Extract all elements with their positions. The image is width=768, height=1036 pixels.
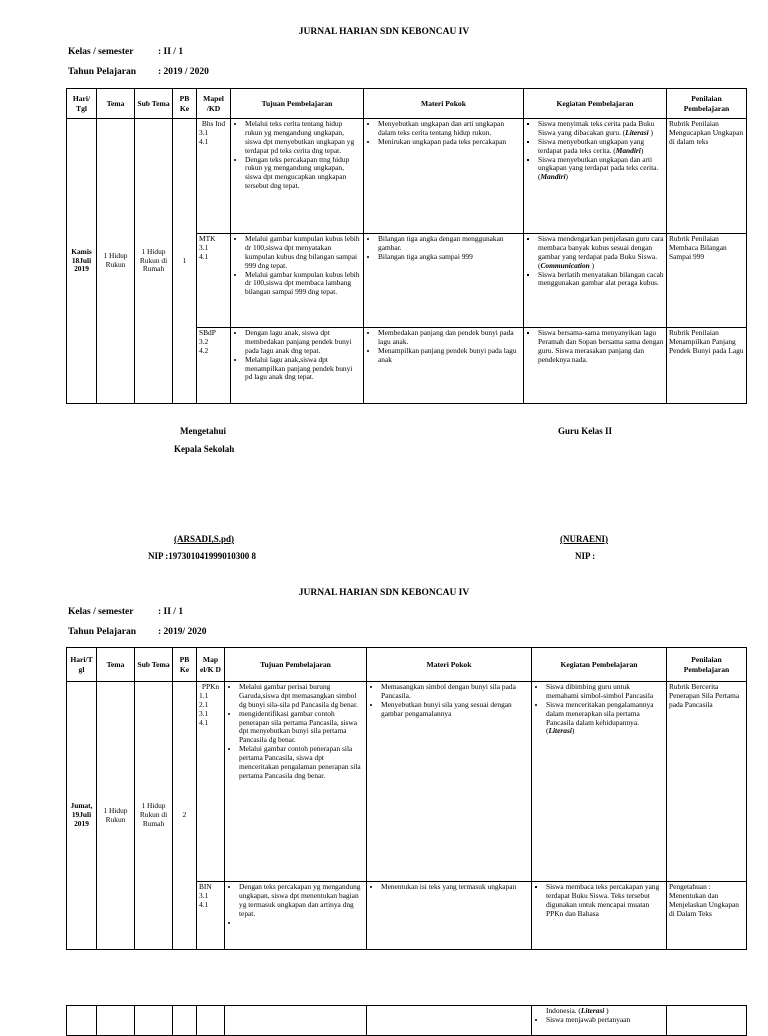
tujuan-cell: • Melalui gambar kumpulan kubus lebih dr 100,siswa dpt menyatakan kumpulan kubus dng bilangan sampai 999 dng tepat. • Melalui gambar kumpulan kubus lebih dr 100,siswa dpt membaca lambang bilangan sampai 999 dng tepat. [231,234,364,328]
mengetahui-label: Mengetahui [180,426,226,436]
tema-cell: 1 Hidup Rukun [97,682,135,950]
kegiatan-cell: ▪ Siswa membaca teks percakapan yang terdapat Buku Siswa. Teks tersebut digunakan untuk mencapai muatan PPKn dan Bahasa [532,882,667,950]
mapel-cell: MTK 3.1 4.1 [197,234,231,328]
penilaian-cell: Rubrik Penilaian Mengucapkan Ungkapan di dalam teks [667,119,747,234]
table-row [67,682,747,882]
header-tema: Tema [97,89,135,119]
kegiatan-cell: • Siswa dibimbing guru untuk memahami simbol-simbol Pancasila • Siswa menceritakan pengalamannya dalam menerapkan sila pertama Pancasila dalam kehidupannya. (Literasi) [532,682,667,882]
penilaian-cell: Rubrik Penilaian Menampilkan Panjang Pendek Bunyi pada Lagu [667,328,747,404]
mapel-cell: PPKn 1.1 2.1 3.1 4.1 [197,682,225,882]
page2-kelas: Kelas / semester : II / 1 [68,607,184,617]
header-tujuan: Tujuan Pembelajaran [225,648,367,682]
header-kegiatan: Kegiatan Pembelajaran [532,648,667,682]
page1-tahun: Tahun Pelajaran : 2019 / 2020 [68,67,209,77]
page1-title: JURNAL HARIAN SDN KEBONCAU IV [298,27,470,37]
materi-cell: • Menentukan isi teks yang termasuk ungkapan [367,882,532,950]
guru-name: (NURAENI) [560,534,608,544]
page1-kelas: Kelas / semester : II / 1 [68,47,184,57]
materi-cell: • Memasangkan simbol dengan bunyi sila pada Pancasila. • Menyebutkan bunyi sila yang sesuai dengan gambar pengamalannya [367,682,532,882]
page2-tahun: Tahun Pelajaran : 2019/ 2020 [68,627,207,637]
materi-cell: • Membedakan panjang dan pendek bunyi pada lagu anak. • Menampilkan panjang pendek bunyi pada lagu anak [364,328,524,404]
guru-nip: NIP : [575,551,596,561]
pb-cell: 1 [173,119,197,404]
hari-cell: Jumat, 19Juli 2019 [67,682,97,950]
hari-cell: Kamis 18Juli 2019 [67,119,97,404]
materi-cell: • Bilangan tiga angka dengan menggunakan gambar. • Bilangan tiga angka sampai 999 [364,234,524,328]
subtema-cell: 1 Hidup Rukun di Rumah [135,119,173,404]
header-mapel: Map el/K D [197,648,225,682]
header-pb: PB Ke [173,89,197,119]
kepala-name: (ARSADI,S.pd) [174,534,235,544]
header-tujuan: Tujuan Pembelajaran [231,89,364,119]
header-subtema: Sub Tema [135,89,173,119]
kegiatan-cell: ▪ Siswa bersama-sama menyanyikan lagu Peramah dan Sopan bersama sama dengan guru. Siswa merasakan panjang dan pendeknya nada. [524,328,667,404]
mapel-cell: SBdP 3.2 4.2 [197,328,231,404]
kegiatan-cell: ▪ Siswa mendengarkan penjelasan guru cara membaca banyak kubus sesuai dengan gambar yang terdapat pada Buku Siswa. (Communication ) ▪ Siswa berlatih menyatakan bilangan cacah menggunakan gambar alat peraga kubus. [524,234,667,328]
penilaian-cell: Rubrik Penilaian Membaca Bilangan Sampai 999 [667,234,747,328]
guru-kelas-label: Guru Kelas II [558,426,613,436]
header-kegiatan: Kegiatan Pembelajaran [524,89,667,119]
page2-title: JURNAL HARIAN SDN KEBONCAU IV [298,588,470,598]
header-materi: Materi Pokok [364,89,524,119]
journal-table-2-continuation [66,1005,747,1036]
header-hari: Hari/T gl [67,648,97,682]
kegiatan-cell: ▪ Siswa menyimak teks cerita pada Buku Siswa yang dibacakan guru. (Literasi ) ▪ Siswa menyebutkan ungkapan yang terdapat pada teks cerita. (Mandiri) ▪ Siswa menyebutkan ungkapan dan arti ungkapan yang terdapat pada teks cerita. (Mandiri) [524,119,667,234]
tujuan-cell: • Melalui teks cerita tentang hidup rukun yg mengandung ungkapan, siswa dpt menyebutkan ungkapan yg terdapat pd teks cerita dng tepat. • Dengan teks percakapan ttng hidup rukun yg mengandung ungkapan, siswa dpt mengucapkan ungkapan tersebut dng tepat. [231,119,364,234]
header-pb: PB Ke [173,648,197,682]
mapel-cell: BIN 3.1 4.1 [197,882,225,950]
table-row [67,119,747,234]
kegiatan-cell: Indonesia. (Literasi ) • Siswa menjawab pertanyaan [532,1006,667,1036]
materi-cell: • Menyebutkan ungkapan dan arti ungkapan dalam teks cerita tentang hidup rukun. • Menirukan ungkapan pada teks percakapan [364,119,524,234]
penilaian-cell: Rubrik Bercerita Penerapan Sila Pertama pada Pancasila [667,682,747,882]
header-mapel: Mapel /KD [197,89,231,119]
kepala-nip: NIP :197301041999010300 8 [148,551,256,561]
table-header-row [67,89,747,119]
table-row [67,1006,747,1036]
tujuan-cell: • Melalui gambar perisai burung Garuda,siswa dpt memasangkan simbol dg bunyi sila-sila pd Pancasila dg benar. • mengidentifikasi gambar contoh penerapan sila pertama Pancasila, siswa dpt menyebutkan bunyi sila pertama Pancasila dg benar. • Melalui gambar contoh penerapan sila pertama Pancasila, siswa dpt menceritakan pengalaman penerapan sila pertama Pancasila dng benar. [225,682,367,882]
header-penilaian: Penilaian Pembelajaran [667,648,747,682]
header-penilaian: Penilaian Pembelajaran [667,89,747,119]
pb-cell: 2 [173,682,197,950]
header-materi: Materi Pokok [367,648,532,682]
table-header-row [67,648,747,682]
subtema-cell: 1 Hidup Rukun di Rumah [135,682,173,950]
tujuan-cell: • Dengan teks percakapan yg mengandung ungkapan, siswa dpt menentukan bagian yg termasuk ungkapan dan artinya dng tepat. • [225,882,367,950]
header-hari: Hari/ Tgl [67,89,97,119]
journal-table-1 [66,88,747,404]
mapel-cell: Bhs Ind 3.1 4.1 [197,119,231,234]
header-tema: Tema [97,648,135,682]
header-subtema: Sub Tema [135,648,173,682]
tema-cell: 1 Hidup Rukun [97,119,135,404]
kepala-sekolah-label: Kepala Sekolah [174,444,235,454]
tujuan-cell: • Dengan lagu anak, siswa dpt membedakan panjang pendek bunyi pada lagu anak dng tepat. • Melalui lagu anak,siswa dpt menampilkan panjang pendek bunyi pd lagu anak dng tepat. [231,328,364,404]
penilaian-cell: Pengetahuan : Menentukan dan Menjelaskan Ungkapan di Dalam Teks [667,882,747,950]
journal-table-2 [66,647,747,950]
